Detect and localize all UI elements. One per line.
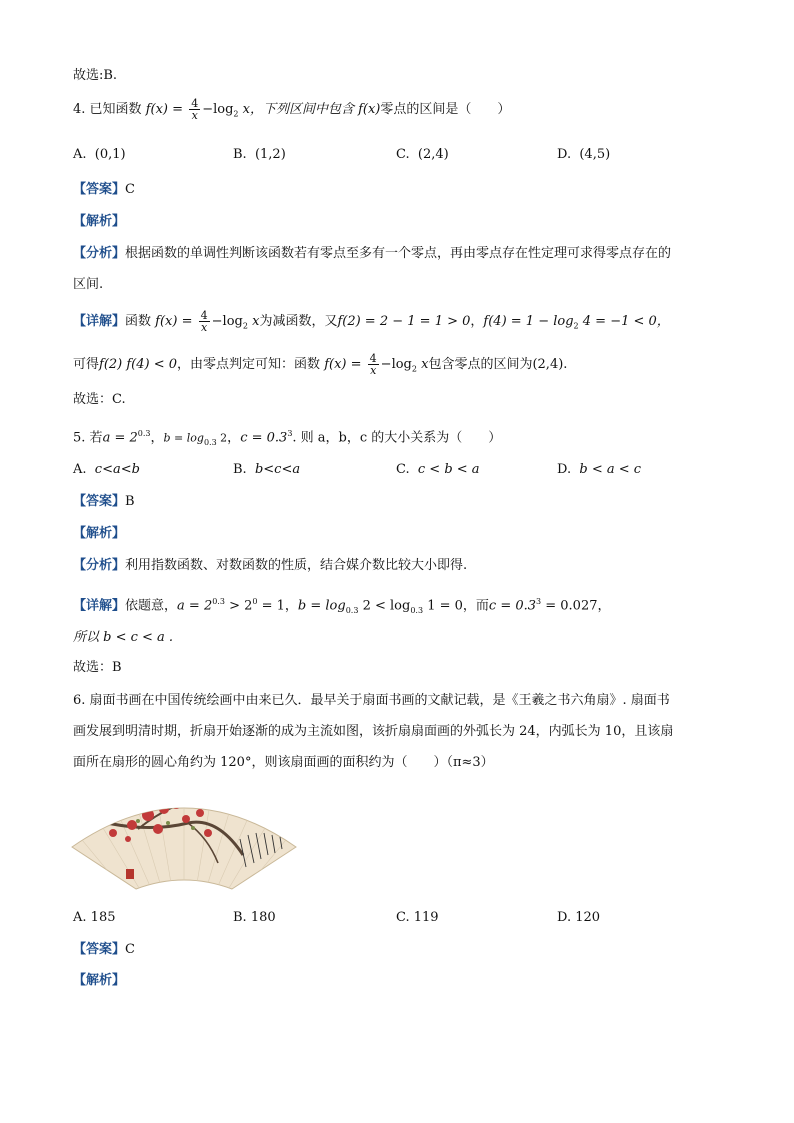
q4-minus-log: −log bbox=[202, 102, 234, 117]
answer-value: B bbox=[125, 494, 135, 509]
q4-fx: (x) bbox=[150, 102, 168, 117]
option-text: (1,2) bbox=[254, 147, 286, 162]
xj-g: 1 = 0，而 bbox=[423, 598, 489, 614]
xj2-text-c: ，由零点判定可知：函数 bbox=[177, 357, 321, 372]
xj-b-exp: 0.3 bbox=[212, 597, 225, 606]
option-text: 120 bbox=[575, 910, 601, 925]
q6-option-a bbox=[73, 908, 116, 928]
q4-choose-line: 故选：C. bbox=[73, 392, 126, 407]
option-text: (2,4) bbox=[417, 147, 449, 162]
q4-fenxi-1 bbox=[73, 244, 671, 264]
xj-i: = 0.027， bbox=[541, 598, 611, 614]
option-text: (4,5) bbox=[579, 147, 611, 162]
xj-h-exp: 3 bbox=[536, 597, 542, 606]
q4-x-tail: x，下列区间中包含 bbox=[238, 102, 354, 117]
xj-fx: (x) bbox=[159, 314, 178, 329]
option-label: D. bbox=[557, 462, 572, 477]
q6-option-c bbox=[396, 908, 439, 928]
analysis-tag: 【解析】 bbox=[73, 526, 126, 541]
xj-f2: f(2) = 2 − 1 = 1 > 0 bbox=[337, 314, 471, 329]
xj2-frac-num: 4 bbox=[369, 352, 377, 365]
q5-comma-2: ， bbox=[227, 430, 241, 446]
xj-eq: = bbox=[181, 314, 193, 329]
xj2-log-base: 2 bbox=[411, 364, 417, 374]
q4-option-c bbox=[396, 145, 449, 165]
folding-fan-painting-image bbox=[68, 783, 300, 893]
q5-c-exp: 3 bbox=[287, 429, 293, 438]
q6-option-d bbox=[557, 908, 600, 928]
option-label: A. bbox=[73, 462, 87, 477]
xj2-eq: = bbox=[350, 357, 362, 372]
option-label: A. bbox=[73, 910, 87, 925]
q5-number: 5. bbox=[73, 430, 86, 446]
option-text: b < a < c bbox=[579, 462, 642, 477]
option-text: b<c<a bbox=[254, 462, 301, 477]
answer-tag: 【答案】 bbox=[73, 942, 126, 957]
fenxi-text: 根据函数的单调性判断该函数若有零点至多有一个零点，再由零点存在性定理可求得零点存在的 bbox=[125, 246, 672, 261]
fenxi-tag: 【分析】 bbox=[73, 246, 126, 261]
option-text: 185 bbox=[90, 910, 116, 925]
option-label: C. bbox=[396, 147, 410, 162]
answer-value: C bbox=[125, 942, 135, 957]
q4-xiangjie-1 bbox=[73, 310, 670, 337]
q5-xiangjie bbox=[73, 592, 611, 621]
xj-f4-tail: 4 = −1 < 0， bbox=[578, 314, 670, 329]
q5-option-a bbox=[73, 460, 140, 480]
q6-number: 6. bbox=[73, 693, 86, 708]
answer-tag: 【答案】 bbox=[73, 494, 126, 509]
xj-text: 函数 bbox=[125, 314, 152, 329]
xj-c-exp: 0 bbox=[252, 597, 258, 606]
q5-choose-line: 故选：B bbox=[73, 660, 122, 675]
xj-frac-num: 4 bbox=[200, 309, 208, 322]
q5-fenxi bbox=[73, 556, 467, 576]
q5-a-def: a = 2 bbox=[102, 430, 138, 446]
q4-fx2: f(x) bbox=[358, 102, 381, 117]
q6-analysis-tag bbox=[73, 971, 125, 991]
xj-f-base: 0.3 bbox=[410, 605, 424, 615]
xj-f4-base: 2 bbox=[573, 321, 579, 331]
xj-b: a = 2 bbox=[177, 598, 213, 614]
option-label: B. bbox=[233, 147, 247, 162]
q5-a-exp: 0.3 bbox=[137, 429, 151, 438]
xj2-interval: (2,4) bbox=[532, 357, 564, 372]
q5-analysis-tag bbox=[73, 524, 125, 544]
xj2-minus-log: −log bbox=[380, 357, 412, 372]
q5-ruo: 若 bbox=[89, 430, 103, 446]
q4-stem bbox=[73, 98, 510, 125]
q6-stem-1 bbox=[73, 691, 670, 711]
q6-answer bbox=[73, 940, 135, 960]
q5-stem-tail: . 则 a，b，c 的大小关系为（ ） bbox=[292, 430, 502, 446]
xj-d: = 1， bbox=[257, 598, 298, 614]
q4-answer bbox=[73, 180, 135, 200]
xj-c: > 2 bbox=[224, 598, 253, 614]
xj2-fx: (x) bbox=[329, 357, 347, 372]
q4-stem-prefix: 已知函数 bbox=[89, 102, 142, 117]
q4-fenxi-2: 区间. bbox=[73, 277, 104, 292]
q6-stem-3: 面所在扇形的圆心角约为 120°，则该扇面画的面积约为（ ）（π≈3） bbox=[73, 755, 494, 770]
xiangjie-tag: 【详解】 bbox=[73, 598, 126, 614]
xj-text: 依题意， bbox=[125, 598, 178, 614]
fenxi-tag: 【分析】 bbox=[73, 558, 126, 573]
q4-f: f bbox=[145, 102, 151, 117]
q5-b-tail: 2 bbox=[216, 431, 228, 445]
option-text: 119 bbox=[413, 910, 439, 925]
xj-frac-den: x bbox=[201, 321, 208, 334]
q4-fraction bbox=[189, 98, 200, 121]
q5-option-d bbox=[557, 460, 641, 480]
xiangjie-tag: 【详解】 bbox=[73, 314, 126, 329]
q6-option-b bbox=[233, 908, 276, 928]
option-text: 180 bbox=[250, 910, 276, 925]
q5-c-def: c = 0.3 bbox=[240, 430, 288, 446]
q4-frac-den: x bbox=[191, 109, 198, 122]
xj2-end: . bbox=[563, 357, 568, 372]
answer-tag: 【答案】 bbox=[73, 182, 126, 197]
option-label: C. bbox=[396, 910, 410, 925]
q4-log-base: 2 bbox=[233, 109, 239, 119]
option-text: (0,1) bbox=[94, 147, 126, 162]
xj-h: c = 0.3 bbox=[488, 598, 537, 614]
option-label: B. bbox=[233, 910, 247, 925]
q4-number: 4. bbox=[73, 102, 86, 117]
xj2-text-a: 可得 bbox=[73, 357, 100, 372]
xj-f4: f(4) = 1 − log bbox=[483, 314, 574, 329]
xj-text-b: 为减函数，又 bbox=[259, 314, 338, 329]
option-label: A. bbox=[73, 147, 87, 162]
q5-stem bbox=[73, 424, 501, 453]
answer-value: C bbox=[125, 182, 135, 197]
q4-option-b bbox=[233, 145, 286, 165]
q4-eq: = bbox=[172, 102, 184, 117]
xj2-x: x bbox=[421, 357, 429, 372]
q4-stem-suffix: 零点的区间是（ ） bbox=[380, 102, 511, 117]
analysis-tag: 【解析】 bbox=[73, 973, 126, 988]
q5-b-def: b = log bbox=[163, 431, 204, 445]
xj-log-base: 2 bbox=[242, 321, 248, 331]
q4-xiangjie-2 bbox=[73, 353, 567, 380]
q5-comma: ， bbox=[150, 430, 164, 446]
option-text: c<a<b bbox=[94, 462, 140, 477]
option-label: B. bbox=[233, 462, 247, 477]
q4-analysis-tag bbox=[73, 212, 125, 232]
q5-option-b bbox=[233, 460, 300, 480]
q5-conclude: 所以 b < c < a . bbox=[73, 630, 174, 645]
q4-option-d bbox=[557, 145, 610, 165]
q5-option-c bbox=[396, 460, 480, 480]
xj2-frac-den: x bbox=[370, 364, 377, 377]
option-label: D. bbox=[557, 910, 572, 925]
option-label: D. bbox=[557, 147, 572, 162]
xj-e-base: 0.3 bbox=[345, 605, 359, 615]
option-text: c < b < a bbox=[417, 462, 480, 477]
option-label: C. bbox=[396, 462, 410, 477]
xj-x: x bbox=[252, 314, 260, 329]
q6-stem-2: 画发展到明清时期，折扇开始逐渐的成为主流如图，该折扇扇面画的外弧长为 24，内弧长为 10，且该扇 bbox=[73, 724, 674, 739]
q4-option-a bbox=[73, 145, 126, 165]
xj-minus-log: −log bbox=[211, 314, 243, 329]
xj2-fraction bbox=[368, 353, 379, 376]
xj2-f: f bbox=[324, 357, 329, 372]
xj-comma: ， bbox=[470, 314, 484, 329]
analysis-tag: 【解析】 bbox=[73, 214, 126, 229]
xj2-text-d: 包含零点的区间为 bbox=[428, 357, 533, 372]
xj-f: f bbox=[155, 314, 160, 329]
xj-f: 2 < log bbox=[358, 598, 411, 614]
xj-e: b = log bbox=[297, 598, 346, 614]
q4-frac-num: 4 bbox=[191, 97, 199, 110]
xj-fraction bbox=[199, 310, 210, 333]
xj2-product: f(2) f(4) < 0 bbox=[99, 357, 178, 372]
q5-b-base: 0.3 bbox=[203, 437, 217, 447]
q3-choose-line: 故选:B. bbox=[73, 68, 118, 83]
q6-line-1: 扇面书画在中国传统绘画中由来已久．最早关于扇面书画的文献记载，是《王羲之书六角扇》. 扇面书 bbox=[89, 693, 670, 708]
fenxi-text: 利用指数函数、对数函数的性质，结合媒介数比较大小即得. bbox=[125, 558, 468, 573]
red-seal-stamp bbox=[126, 869, 134, 879]
q5-answer bbox=[73, 492, 135, 512]
